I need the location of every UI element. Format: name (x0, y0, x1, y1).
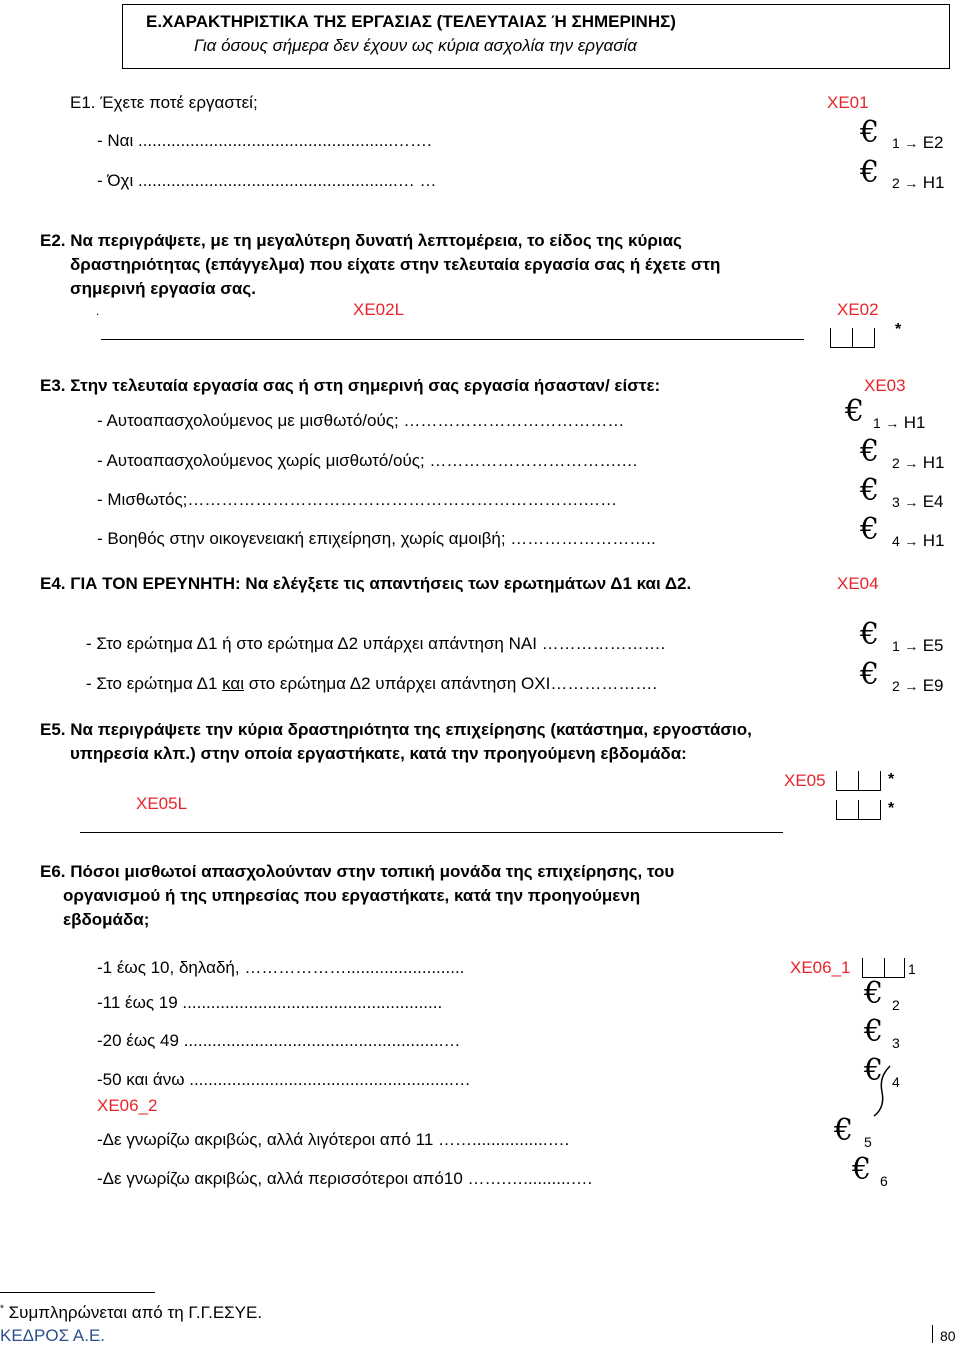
org-name: ΚΕΔΡΟΣ Α.Ε. (0, 1326, 106, 1345)
e2-var-code: ΧΕ02 (837, 300, 879, 319)
e4-option-2 (86, 674, 657, 694)
star-icon: * (888, 771, 895, 788)
e6-option-label: -1 έως 10, δηλαδή, ………………......................... (97, 958, 465, 977)
e3-option-label: - Αυτοαπασχολούμενος με μισθωτό/ούς; ………………………………… (97, 411, 625, 430)
e1-option-goto: Ε2 (922, 133, 944, 152)
e3-option-code: 2 (892, 455, 900, 471)
e1-option-code: 2 (892, 175, 900, 191)
arrow-right-icon: → (904, 638, 919, 654)
e6-option-code: 5 (864, 1134, 872, 1150)
footnote (0, 1303, 262, 1323)
e3-option-goto: Η1 (922, 453, 945, 472)
checkbox-icon[interactable]: € (860, 473, 880, 508)
e1-option-goto: Η1 (922, 173, 945, 192)
e6-option-label: -Δε γνωρίζω ακριβώς, αλλά λιγότεροι από 11 ……................…. (97, 1130, 570, 1149)
e5-answer-line[interactable] (80, 832, 783, 833)
checkbox-icon[interactable]: € (860, 657, 880, 692)
star-icon: * (895, 321, 902, 338)
e1-option-code: 1 (892, 135, 900, 151)
e6-option-label: -20 έως 49 .......................................................… (97, 1031, 461, 1050)
e1-var: ΧΕ01 (827, 93, 869, 112)
arrow-right-icon: → (904, 175, 919, 191)
star-icon: * (888, 800, 895, 817)
e4-var: ΧΕ04 (837, 574, 879, 593)
e6-var-2: ΧΕ06_2 (97, 1096, 158, 1115)
e2-question-line1: Ε2. Να περιγράψετε, με τη μεγαλύτερη δυνατή λεπτομέρεια, το είδος της κύριας (40, 231, 682, 250)
e3-option-label: - Αυτοαπασχολούμενος χωρίς μισθωτό/ούς; …………………………….… (97, 451, 639, 470)
e4-question: Ε4. ΓΙΑ ΤΟΝ ΕΡΕΥΝΗΤΗ: Να ελέγξετε τις απαντήσεις των ερωτημάτων Δ1 και Δ2. (40, 574, 692, 593)
arrow-right-icon: → (904, 678, 919, 694)
checkbox-icon[interactable]: € (860, 434, 880, 469)
e2-question-line3: σημερινή εργασία σας. (70, 279, 256, 298)
section-subtitle: Για όσους σήμερα δεν έχουν ως κύρια ασχολία την εργασία (194, 36, 637, 55)
e4-option-code: 2 (892, 678, 900, 694)
arrow-right-icon: → (904, 135, 919, 151)
checkbox-icon[interactable]: € (864, 976, 884, 1011)
e6-question-line2: οργανισμού ή της υπηρεσίας που εργαστήκατε, κατά την προηγούμενη (63, 886, 641, 905)
arrow-right-icon: → (904, 494, 919, 510)
e6-question-line1: Ε6. Πόσοι μισθωτοί απασχολούνταν στην τοπική μονάδα της επιχείρησης, του (40, 862, 675, 881)
checkbox-icon[interactable]: € (845, 394, 865, 429)
e4-option-goto: Ε5 (922, 636, 944, 655)
e3-option-label: - Βοηθός στην οικογενειακή επιχείρηση, χωρίς αμοιβή; …………………….. (97, 529, 656, 548)
e3-var: ΧΕ03 (864, 376, 906, 395)
e4-option-2-pre: - Στο ερώτημα Δ1 (86, 674, 223, 693)
e2-question-line2: δραστηριότητας (επάγγελμα) που είχατε στην τελευταία εργασία σας ή έχετε στη (70, 255, 721, 274)
e4-option-label: - Στο ερώτημα Δ1 ή στο ερώτημα Δ2 υπάρχει απάντηση ΝΑΙ …………………. (86, 634, 666, 653)
e6-option-code: 6 (880, 1173, 888, 1189)
arrow-right-icon: → (904, 533, 919, 549)
e6-option-code: 1 (908, 961, 916, 977)
e1-question: Ε1. Έχετε ποτέ εργαστεί; (70, 93, 258, 112)
e3-option-goto: Η1 (903, 413, 926, 432)
checkbox-icon[interactable]: € (860, 617, 880, 652)
checkbox-icon[interactable]: € (864, 1053, 884, 1088)
e6-option-label: -11 έως 19 ....................................................... (97, 993, 443, 1012)
e1-option-label: - Ναι ......................................................……. (97, 131, 432, 150)
e2-var-text: ΧΕ02L (353, 300, 405, 319)
e2-dot: . (96, 304, 100, 318)
e5-question-line1: Ε5. Να περιγράψετε την κύρια δραστηριότητα της επιχείρησης (κατάστημα, εργοστάσιο, (40, 720, 752, 739)
footnote-mark: * (0, 1303, 4, 1315)
e4-option-2-post: στο ερώτημα Δ2 υπάρχει απάντηση ΟΧΙ………………. (244, 674, 658, 693)
e3-option-label: - Μισθωτός;…………………………………………………………….…… (97, 490, 618, 509)
e5-var-code: ΧΕ05 (784, 771, 826, 790)
page-number: 80 (940, 1328, 956, 1344)
e5-question-line2: υπηρεσία κλπ.) στην οποία εργαστήκατε, κατά την προηγούμενη εβδομάδα: (70, 744, 687, 763)
checkbox-icon[interactable]: € (860, 115, 880, 150)
e6-question-line3: εβδομάδα; (63, 910, 150, 929)
e1-option-label: - Όχι .......................................................… … (97, 171, 437, 190)
e6-option-label: -Δε γνωρίζω ακριβώς, αλλά περισσότεροι από10 …….…..........…. (97, 1169, 593, 1188)
e4-option-2-underlined: και (222, 674, 245, 693)
arrow-right-icon: → (904, 455, 919, 471)
checkbox-icon[interactable]: € (860, 155, 880, 190)
e3-option-code: 4 (892, 533, 900, 549)
e3-option-goto: Η1 (922, 531, 945, 550)
e3-option-goto: Ε4 (922, 492, 944, 511)
section-title: Ε.ΧΑΡΑΚΤΗΡΙΣΤΙΚΑ ΤΗΣ ΕΡΓΑΣΙΑΣ (ΤΕΛΕΥΤΑΙΑΣ Ή ΣΗΜΕΡΙΝΗΣ) (146, 12, 676, 31)
e6-option-code: 4 (892, 1074, 900, 1090)
page-number-divider (932, 1325, 933, 1343)
e3-option-code: 1 (873, 415, 881, 431)
bracket-connector-icon (868, 1062, 898, 1118)
checkbox-icon[interactable]: € (864, 1014, 884, 1049)
footnote-text: Συμπληρώνεται από τη Γ.Γ.ΕΣΥΕ. (8, 1303, 263, 1322)
e3-option-code: 3 (892, 494, 900, 510)
footnote-rule (0, 1292, 155, 1293)
e6-option-label: -50 και άνω ........................................................… (97, 1070, 471, 1089)
e2-answer-line[interactable] (101, 339, 804, 340)
e5-var-text: ΧΕ05L (136, 794, 188, 813)
checkbox-icon[interactable]: € (852, 1152, 872, 1187)
arrow-right-icon: → (885, 415, 900, 431)
e3-question: Ε3. Στην τελευταία εργασία σας ή στη σημερινή σας εργασία ήσασταν/ είστε: (40, 376, 661, 395)
e4-option-goto: Ε9 (922, 676, 944, 695)
e6-option-code: 2 (892, 997, 900, 1013)
checkbox-icon[interactable]: € (860, 512, 880, 547)
e6-var-1: ΧΕ06_1 (790, 958, 851, 977)
checkbox-icon[interactable]: € (834, 1113, 854, 1148)
e6-option-code: 3 (892, 1035, 900, 1051)
e4-option-code: 1 (892, 638, 900, 654)
